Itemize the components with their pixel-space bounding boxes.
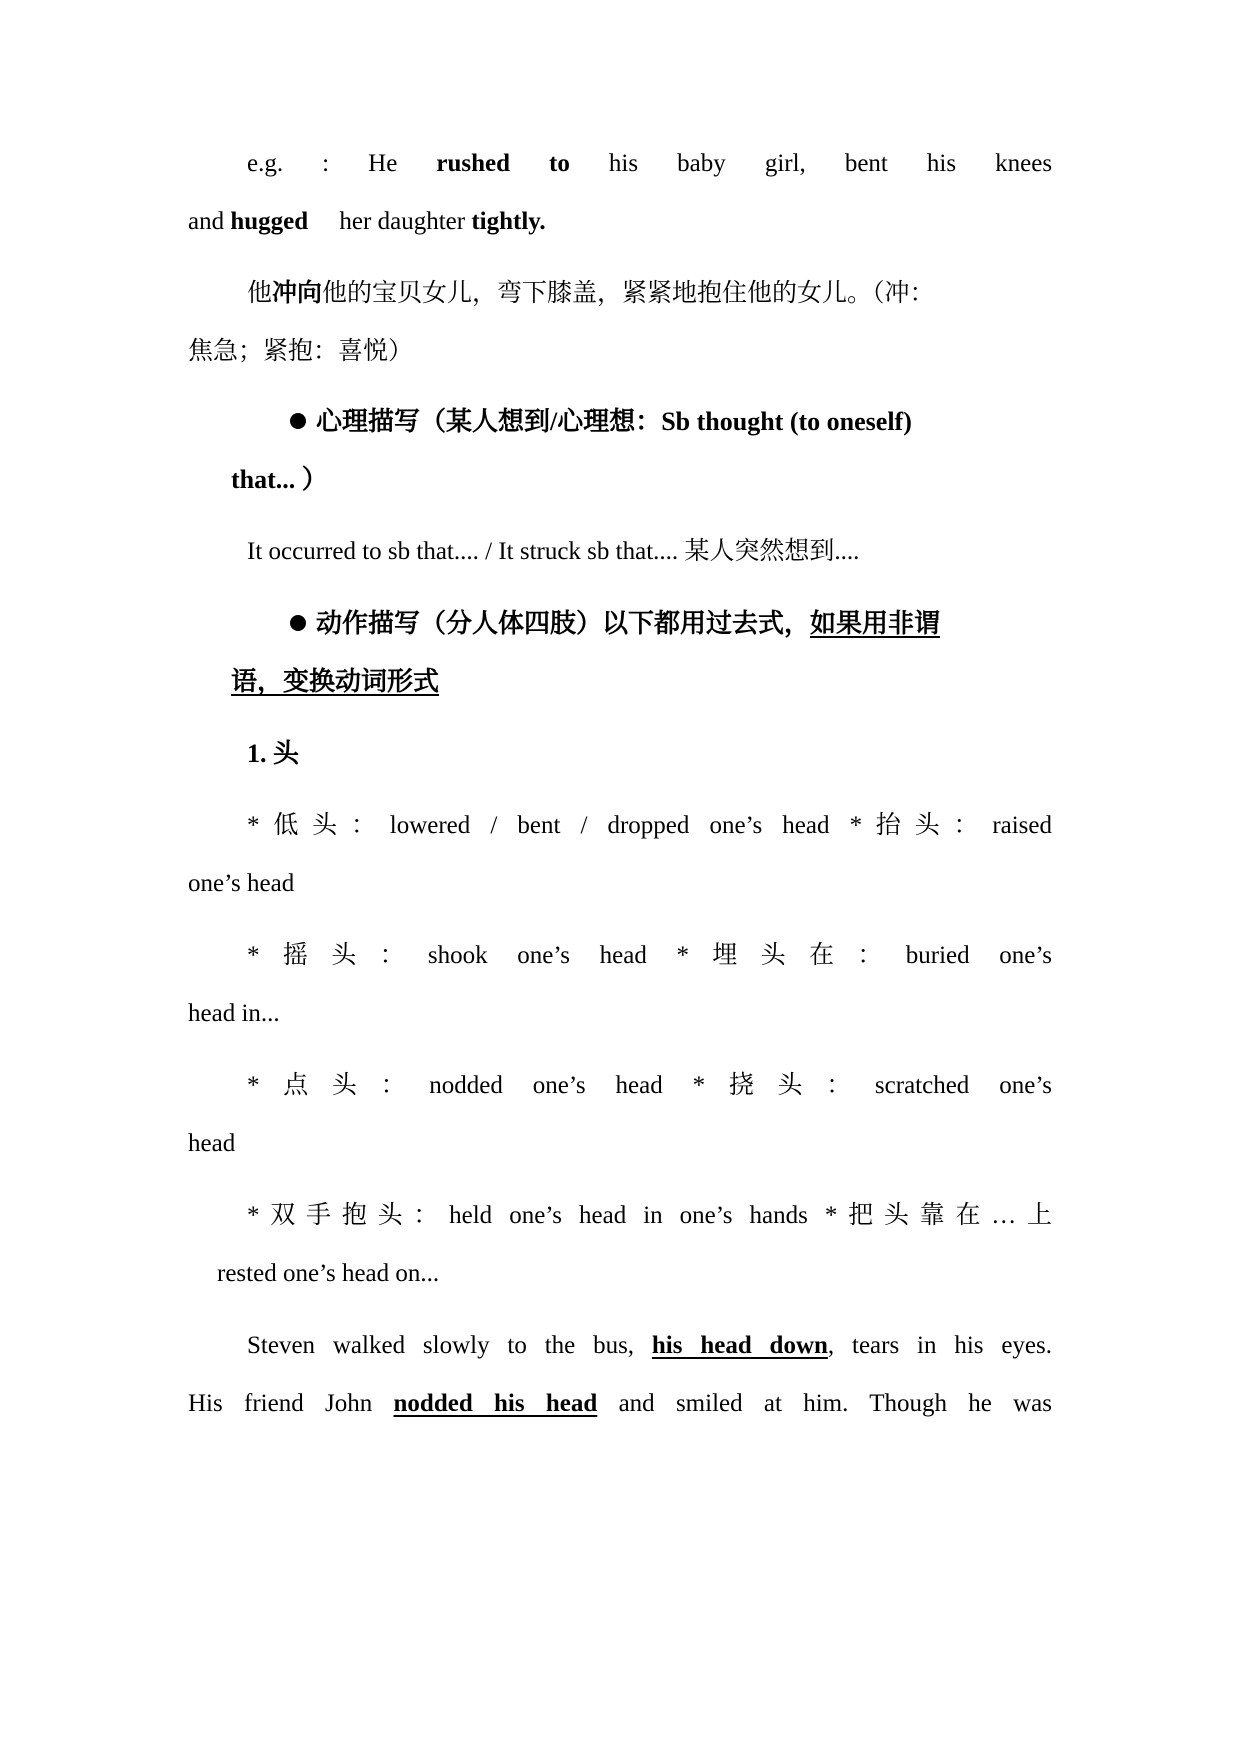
head-item-cont: head in... (188, 1000, 280, 1027)
head-item-3 (247, 1070, 1052, 1102)
section-action-heading-cont (231, 666, 439, 698)
example2-text: Steven walked slowly to the bus, (247, 1332, 635, 1359)
head-item-left: *摇头：shook one’s head (247, 942, 647, 969)
example2-line-2 (188, 1388, 1052, 1420)
translation-text: 他的宝贝女儿，弯下膝盖，紧紧地抱住他的女儿。（冲： (322, 280, 935, 307)
example2-underlined: his head down (651, 1332, 828, 1359)
section-mental-heading (290, 406, 912, 438)
example-word: knees (995, 150, 1053, 177)
section-action-underlined: 如果用非谓 (810, 609, 941, 638)
head-item-1-cont (188, 868, 294, 900)
example2-text: , tears in his eyes. (827, 1332, 1052, 1359)
head-item-4 (247, 1200, 1052, 1232)
mental-phrase (247, 536, 859, 568)
example2-text: His friend John (188, 1390, 373, 1417)
head-item-cont: head (188, 1130, 236, 1157)
example-hugged: hugged (230, 208, 309, 235)
head-item-1 (247, 810, 1052, 842)
section-mental-title-cont: that... ） (231, 465, 328, 494)
section-action-heading (290, 608, 940, 640)
example-word: He (368, 150, 398, 177)
example-word: baby (677, 150, 726, 177)
head-item-cont: one’s head (188, 870, 295, 897)
example-to: to (549, 150, 570, 177)
section-mental-heading-cont (231, 464, 328, 496)
head-item-right: *抬头：raised (849, 812, 1053, 839)
translation-bold: 冲向 (272, 280, 323, 307)
translation-text: 他 (247, 280, 273, 307)
example2-line-1 (247, 1330, 1052, 1362)
head-item-4-cont (217, 1258, 439, 1290)
example-rushed: rushed (436, 150, 510, 177)
head-item-left: *双手抱头：held one’s head in one’s hands (247, 1202, 808, 1229)
bullet-icon (290, 413, 306, 429)
translation-text: 焦急；紧抱：喜悦） (188, 338, 414, 365)
example2-underlined: nodded his head (393, 1390, 598, 1417)
head-item-3-cont (188, 1128, 235, 1160)
example-line-1 (247, 148, 1052, 180)
head-item-2 (247, 940, 1052, 972)
example-word: his (926, 150, 957, 177)
mental-phrase-text: It occurred to sb that.... / It struck sb that.... 某人突然想到.... (247, 538, 860, 565)
example-word: bent (844, 150, 888, 177)
example-tightly: tightly. (471, 208, 546, 235)
bullet-icon (290, 615, 306, 631)
head-item-2-cont (188, 998, 280, 1030)
translation-line-2 (188, 336, 413, 368)
head-item-right: *挠头：scratched one’s (692, 1072, 1053, 1099)
subsection-head-label: 1. 头 (247, 739, 300, 768)
head-item-left: *低头：lowered / bent / dropped one’s head (247, 812, 830, 839)
section-mental-title: 心理描写（某人想到/心理想：Sb thought (to oneself) (316, 407, 912, 436)
example-and: and (188, 208, 225, 235)
head-item-right: *埋头在：buried one’s (676, 942, 1052, 969)
section-action-underlined-cont: 语，变换动词形式 (231, 667, 440, 696)
example-eg: e.g. (247, 150, 284, 177)
translation-line-1 (247, 278, 935, 310)
section-action-title: 动作描写（分人体四肢）以下都用过去式， (316, 609, 811, 638)
example-colon: : (322, 150, 330, 177)
subsection-head-title (247, 738, 299, 770)
example-word: girl, (764, 150, 806, 177)
example-word: his (608, 150, 639, 177)
example2-text: and smiled at him. Though he was (618, 1390, 1053, 1417)
example-line-2 (188, 206, 546, 238)
head-item-left: *点头：nodded one’s head (247, 1072, 663, 1099)
head-item-cont: rested one’s head on... (217, 1260, 440, 1287)
example-her-daughter: her daughter (339, 208, 466, 235)
head-item-right: *把头靠在…上 (824, 1202, 1052, 1229)
